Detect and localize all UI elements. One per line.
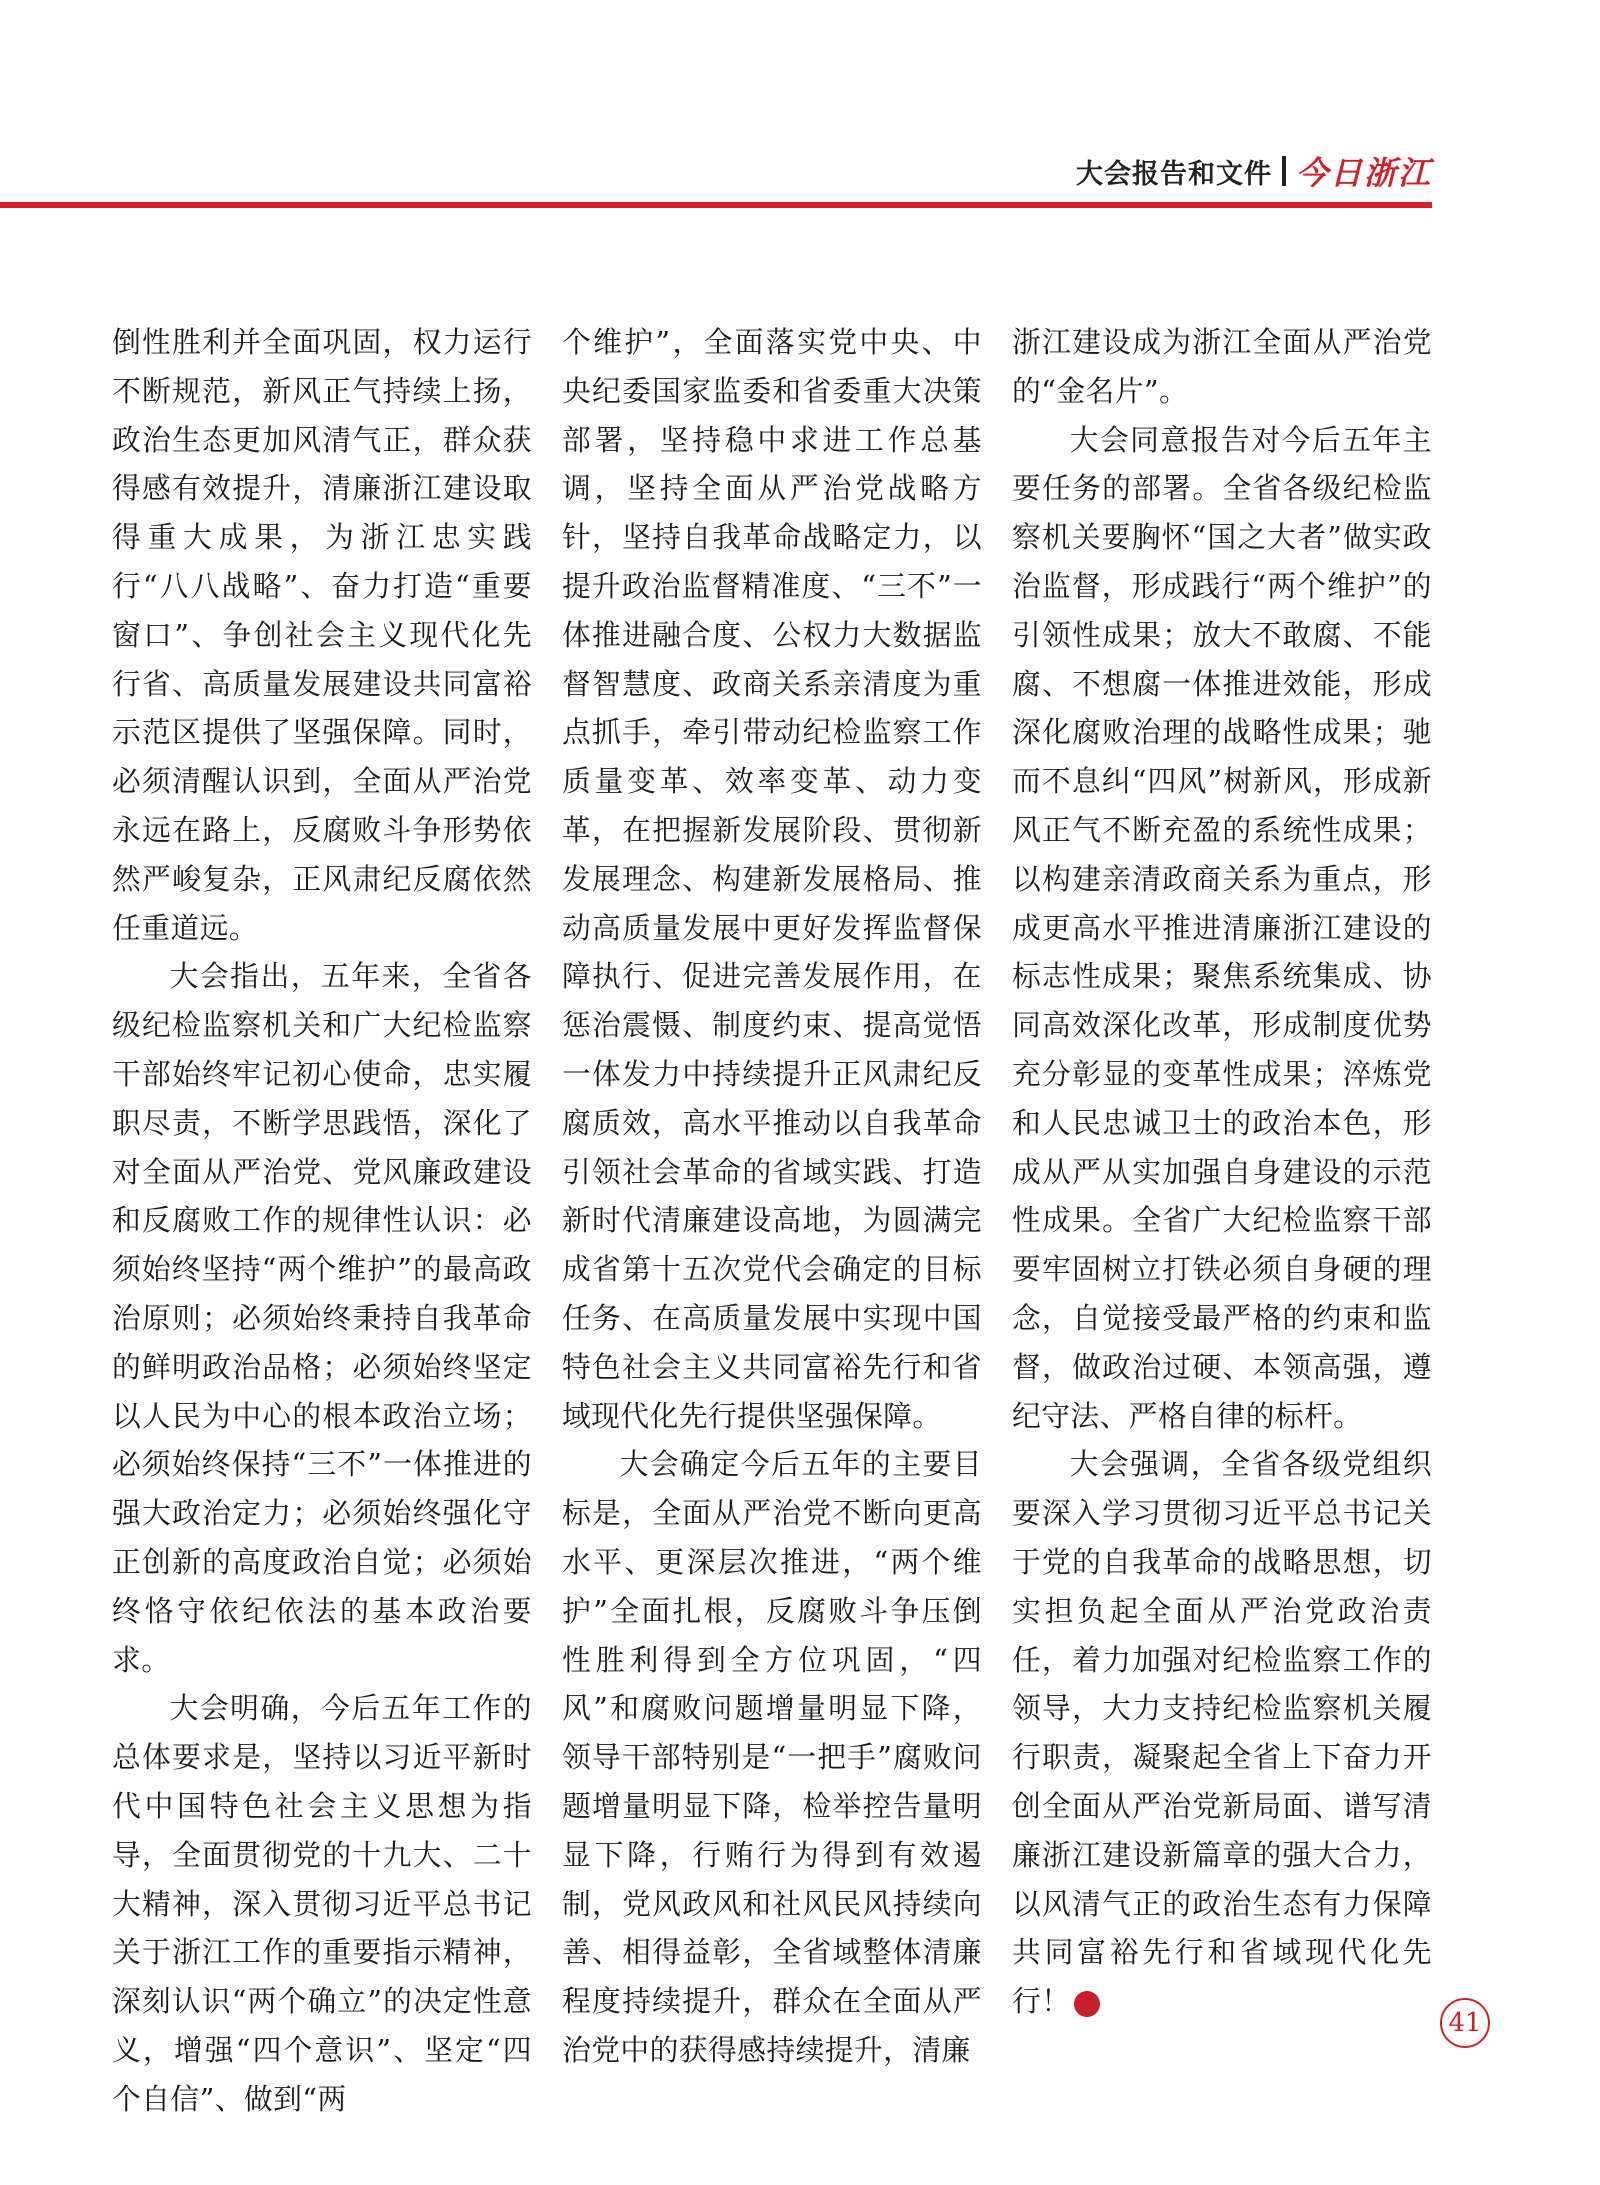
column-3 <box>1012 318 1432 2123</box>
paragraph: 个维护”，全面落实党中央、中央纪委国家监委和省委重大决策部署，坚持稳中求进工作总基调，坚持全面从严治党战略方针，坚持自我革命战略定力，以提升政治监督精准度、“三不”一体推进融合度、公权力大数据监督智慧度、政商关系亲清度为重点抓手，牵引带动纪检监察工作质量变革、效率变革、动力变革，在把握新发展阶段、贯彻新发展理念、构建新发展格局、推动高质量发展中更好发挥监督保障执行、促进完善发展作用，在惩治震慑、制度约束、提高觉悟一体发力中持续提升正风肃纪反腐质效，高水平推动以自我革命引领社会革命的省域实践、打造新时代清廉建设高地，为圆满完成省第十五次党代会确定的目标任务、在高质量发展中实现中国特色社会主义共同富裕先行和省域现代化先行提供坚强保障。 <box>562 325 982 1433</box>
column-2 <box>562 318 982 2123</box>
header-rule <box>0 202 1432 208</box>
page-header <box>1076 148 1432 194</box>
paragraph: 大会同意报告对今后五年主要任务的部署。全省各级纪检监察机关要胸怀“国之大者”做实政治监督，形成践行“两个维护”的引领性成果；放大不敢腐、不能腐、不想腐一体推进效能，形成深化腐败治理的战略性成果；驰而不息纠“四风”树新风，形成新风正气不断充盈的系统性成果；以构建亲清政商关系为重点，形成更高水平推进清廉浙江建设的标志性成果；聚焦系统集成、协同高效深化改革，形成制度优势充分彰显的变革性成果；淬炼党和人民忠诚卫士的政治本色，形成从严从实加强自身建设的示范性成果。全省广大纪检监察干部要牢固树立打铁必须自身硬的理念，自觉接受最严格的约束和监督，做政治过硬、本领高强，遵纪守法、严格自律的标杆。 <box>1012 422 1432 1433</box>
end-mark-icon: 今 <box>1074 1991 1100 2017</box>
header-divider <box>1282 156 1286 186</box>
page-number: 41 <box>1440 1998 1490 2048</box>
paragraph-text: 大会强调，全省各级党组织要深入学习贯彻习近平总书记关于党的自我革命的战略思想，切实担负起全面从严治党政治责任，着力加强对纪检监察工作的领导，大力支持纪检监察机关履行职责，凝聚起全省上下奋力开创全面从严治党新局面、谱写清廉浙江建设新篇章的强大合力，以风清气正的政治生态有力保障共同富裕先行和省域现代化先行！ <box>1012 1447 1432 2019</box>
magazine-logo: 今日浙江 <box>1295 154 1432 192</box>
paragraph: 浙江建设成为浙江全面从严治党的“金名片”。 <box>1012 325 1432 408</box>
column-1 <box>112 318 532 2123</box>
paragraph: 大会明确，今后五年工作的总体要求是，坚持以习近平新时代中国特色社会主义思想为指导，全面贯彻党的十九大、二十大精神，深入贯彻习近平总书记关于浙江工作的重要指示精神，深刻认识“两个确立”的决定性意义，增强“四个意识”、坚定“四个自信”、做到“两 <box>112 1691 532 2116</box>
paragraph: 大会确定今后五年的主要目标是，全面从严治党不断向更高水平、更深层次推进，“两个维护”全面扎根，反腐败斗争压倒性胜利得到全方位巩固，“四风”和腐败问题增量明显下降，领导干部特别是“一把手”腐败问题增量明显下降，检举控告量明显下降，行贿行为得到有效遏制，党风政风和社风民风持续向善、相得益彰，全省域整体清廉程度持续提升，群众在全面从严治党中的获得感持续提升，清廉 <box>562 1447 982 2067</box>
paragraph: 倒性胜利并全面巩固，权力运行不断规范，新风正气持续上扬，政治生态更加风清气正，群众获得感有效提升，清廉浙江建设取得重大成果，为浙江忠实践行“八八战略”、奋力打造“重要窗口”、争创社会主义现代化先行省、高质量发展建设共同富裕示范区提供了坚强保障。同时，必须清醒认识到，全面从严治党永远在路上，反腐败斗争形势依然严峻复杂，正风肃纪反腐依然任重道远。 <box>112 325 532 945</box>
paragraph: 大会指出，五年来，全省各级纪检监察机关和广大纪检监察干部始终牢记初心使命，忠实履职尽责，不断学思践悟，深化了对全面从严治党、党风廉政建设和反腐败工作的规律性认识：必须始终坚持“两个维护”的最高政治原则；必须始终秉持自我革命的鲜明政治品格；必须始终坚定以人民为中心的根本政治立场；必须始终保持“三不”一体推进的强大政治定力；必须始终强化守正创新的高度政治自觉；必须始终恪守依纪依法的基本政治要求。 <box>112 959 532 1677</box>
section-label: 大会报告和文件 <box>1075 158 1272 190</box>
article-body <box>112 318 1432 2123</box>
last-paragraph <box>1012 1440 1432 2026</box>
